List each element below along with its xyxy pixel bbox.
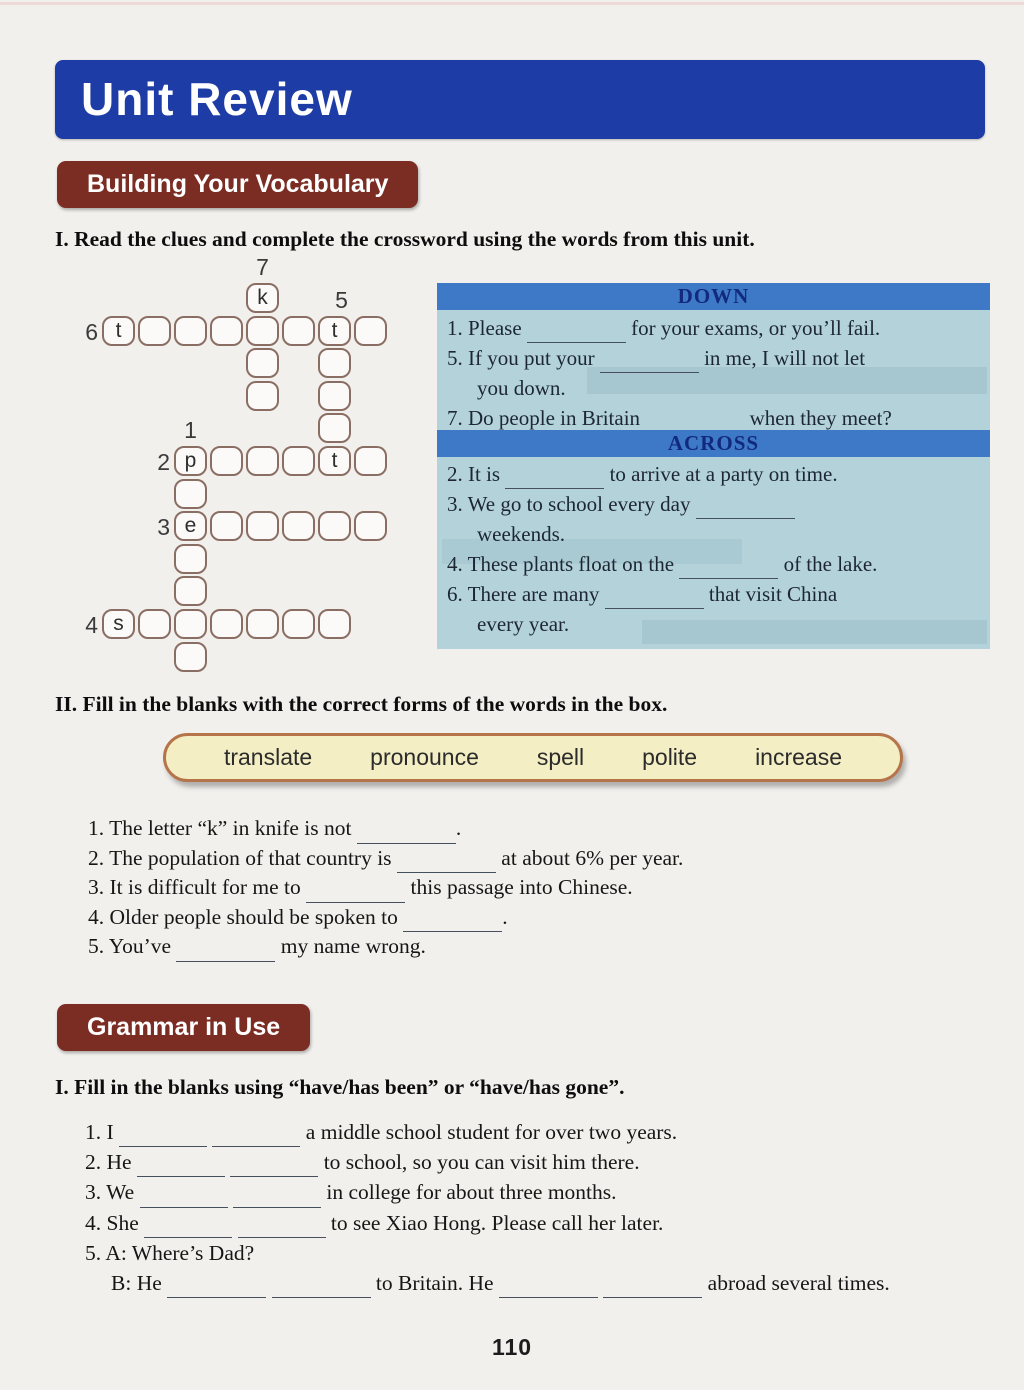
crossword-cell: [246, 348, 279, 378]
fill-in-sentence: 1. The letter “k” in knife is not .: [88, 814, 1000, 844]
crossword-cell-letter: p: [174, 446, 207, 476]
crossword-number-label: 7: [256, 254, 269, 280]
blank-line: [167, 1276, 266, 1299]
crossword-cell: [174, 479, 207, 509]
crossword-cell: [318, 609, 351, 639]
exercise2-heading: II. Fill in the blanks with the correct forms of the words in the box.: [55, 692, 668, 716]
word-box-item: spell: [536, 744, 585, 770]
crossword-number-label: 3: [157, 514, 170, 540]
blank-line: [403, 910, 502, 933]
crossword-cell: [138, 609, 171, 639]
word-box-item: increase: [755, 744, 842, 770]
clue-box: [437, 283, 990, 649]
fill-in-sentence: 1. I a middle school student for over two years.: [85, 1117, 1020, 1147]
crossword-cell-letter: t: [318, 316, 351, 346]
crossword-cell: [246, 511, 279, 541]
blank-line: [696, 497, 795, 519]
word-box: [163, 733, 903, 782]
word-box-item: polite: [642, 744, 698, 770]
crossword-cell-letter: e: [174, 511, 207, 541]
crossword-cell: [318, 381, 351, 411]
clue-item: 4. These plants float on the of the lake.: [447, 549, 984, 579]
crossword-cell: [210, 511, 243, 541]
blank-line: [605, 587, 704, 609]
blank-line: [679, 557, 778, 579]
crossword-cell: [354, 511, 387, 541]
clue-item: 6. There are many that visit China every year.: [447, 582, 838, 636]
fill-in-sentence: 5. You’ve my name wrong.: [88, 932, 1000, 962]
blank-line: [238, 1215, 326, 1238]
crossword-cell: [318, 413, 351, 443]
blank-line: [137, 1155, 225, 1178]
word-box-item: pronounce: [370, 744, 479, 770]
blank-line: [357, 821, 456, 844]
down-header: DOWN: [437, 283, 990, 310]
blank-line: [527, 321, 626, 343]
section-badge-vocabulary: Building Your Vocabulary: [57, 161, 418, 208]
crossword-cell: [246, 316, 279, 346]
page-title: Unit Review: [81, 73, 353, 125]
fill-in-sentence: 3. We in college for about three months.: [85, 1177, 1020, 1207]
unit-review-banner: [55, 60, 985, 139]
fill-in-sentence: 2. He to school, so you can visit him there.: [85, 1147, 1020, 1177]
fill-in-sentence: 3. It is difficult for me to this passage into Chinese.: [88, 873, 1000, 903]
blank-line: [144, 1215, 232, 1238]
clue-item: 1. Please for your exams, or you’ll fail.: [447, 313, 984, 343]
blank-line: [306, 880, 405, 903]
across-header: ACROSS: [437, 430, 990, 457]
blank-line: [233, 1185, 321, 1208]
blank-line: [499, 1276, 598, 1299]
blank-line: [272, 1276, 371, 1299]
crossword-number-label: 2: [157, 449, 170, 475]
blank-line: [397, 851, 496, 874]
crossword-number-label: 6: [85, 319, 98, 345]
crossword-cell-letter: t: [102, 316, 135, 346]
crossword-cell: [282, 446, 315, 476]
crossword-cell: [318, 348, 351, 378]
across-clues: [447, 459, 984, 639]
blank-line: [176, 939, 275, 962]
fill-in-sentence: 5. A: Where’s Dad? B: He to Britain. He abroad several times.: [85, 1238, 1020, 1298]
blank-line: [212, 1125, 300, 1148]
crossword-cell: [282, 511, 315, 541]
crossword-cell: [282, 609, 315, 639]
crossword-cell: [174, 316, 207, 346]
crossword-number-label: 1: [184, 417, 197, 443]
fill-in-sentence: 4. Older people should be spoken to .: [88, 903, 1000, 933]
down-clues: [447, 313, 984, 433]
exercise1-heading: I. Read the clues and complete the crossword using the words from this unit.: [55, 227, 755, 251]
crossword-cell: [282, 316, 315, 346]
crossword-cell: [174, 544, 207, 574]
page-number: 110: [491, 1334, 533, 1360]
clue-item: 7. Do people in Britain when they meet?: [447, 403, 984, 433]
clue-item: 2. It is to arrive at a party on time.: [447, 459, 984, 489]
crossword-number-label: 5: [335, 287, 348, 313]
fill-in-sentence: 2. The population of that country is at about 6% per year.: [88, 844, 1000, 874]
crossword-cell: [246, 381, 279, 411]
crossword-cell-letter: t: [318, 446, 351, 476]
crossword-cell: [354, 446, 387, 476]
crossword-cell: [174, 576, 207, 606]
crossword-cell: [210, 446, 243, 476]
blank-line: [230, 1155, 318, 1178]
blank-line: [119, 1125, 207, 1148]
blank-line: [505, 467, 604, 489]
crossword-cell: [318, 511, 351, 541]
clue-item: 3. We go to school every day weekends.: [447, 489, 984, 549]
section-badge-grammar: Grammar in Use: [57, 1004, 310, 1051]
crossword-cell-letter: s: [102, 609, 135, 639]
grammar-exercise-heading: I. Fill in the blanks using “have/has been” or “have/has gone”.: [55, 1075, 625, 1099]
blank-line: [140, 1185, 228, 1208]
blank-line: [600, 351, 699, 373]
crossword-cell: [246, 609, 279, 639]
crossword-number-label: 4: [85, 612, 98, 638]
vocabulary-sentences: [88, 814, 1000, 962]
crossword-cell-letter: k: [246, 283, 279, 313]
crossword-cell: [210, 609, 243, 639]
crossword-cell: [210, 316, 243, 346]
crossword-cell: [138, 316, 171, 346]
word-box-item: translate: [223, 744, 313, 770]
blank-line: [603, 1276, 702, 1299]
crossword-cell: [174, 642, 207, 672]
clue-item: 5. If you put your in me, I will not let you down.: [447, 346, 866, 400]
fill-in-sentence: 4. She to see Xiao Hong. Please call her later.: [85, 1208, 1020, 1238]
crossword-cell: [354, 316, 387, 346]
crossword-cell: [246, 446, 279, 476]
grammar-sentences: [85, 1117, 1020, 1298]
crossword-cell: [174, 609, 207, 639]
page-top-edge: [0, 2, 1024, 5]
